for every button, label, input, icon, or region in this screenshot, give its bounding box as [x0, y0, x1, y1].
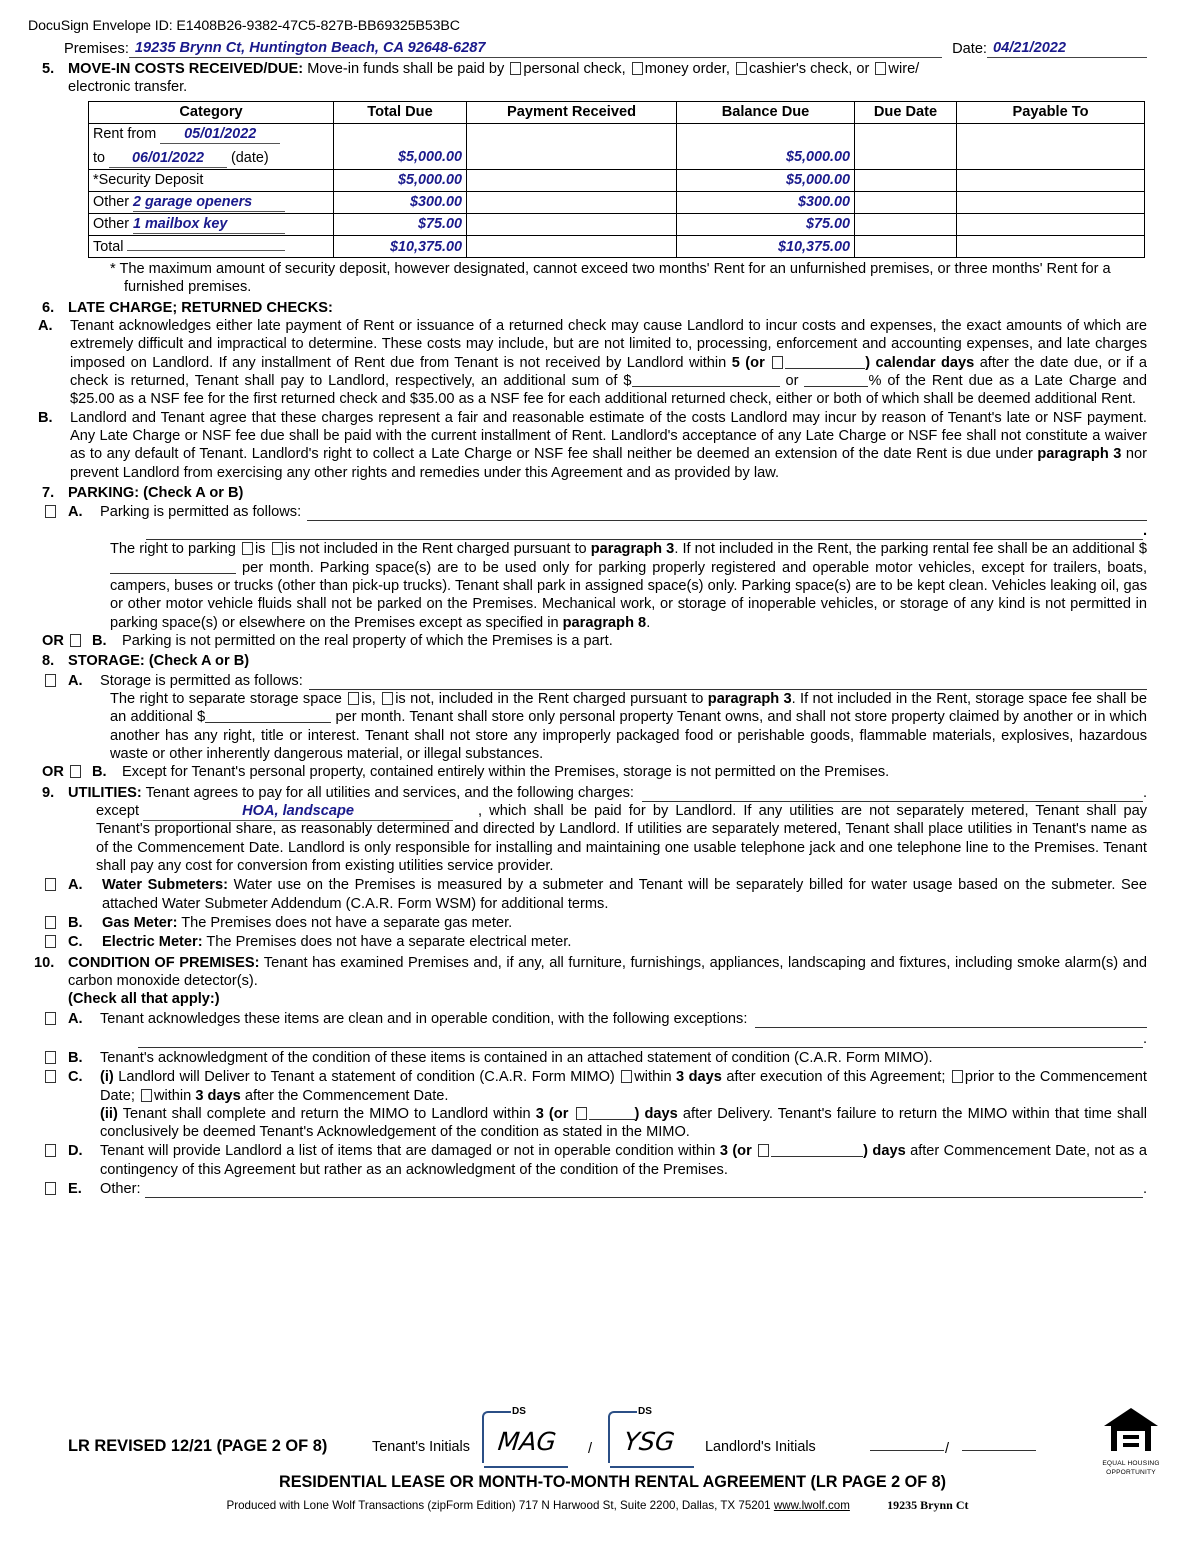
blank-storage-fee[interactable] — [205, 710, 331, 723]
table-row — [89, 169, 1145, 191]
storage-p4: paragraph 3 — [707, 690, 792, 707]
clause-10-e-letter: E. — [68, 1181, 82, 1198]
clause-10-d-bold-1: 3 (or — [719, 1143, 752, 1160]
other2-value[interactable]: 1 mailbox key — [133, 215, 285, 234]
date-value[interactable]: 04/21/2022 — [987, 39, 1147, 58]
storage-p6: per month. Tenant shall store only personal property Tenant owns, and shall not store property claimed by another or in which another has any right, title or interest. Tenant shall not store any improperly packaged food or perishable goods, flammable materials, explosives, hazardous waste or other inherently dangerous material, or illegal substances. — [110, 709, 1147, 762]
clause-8-b-letter: B. — [92, 764, 107, 781]
parking-p4: paragraph 3 — [590, 541, 675, 558]
clause-6 — [28, 299, 1147, 317]
clause-6-a — [28, 317, 1147, 409]
tenant-initial-1-ink: MAG — [496, 1427, 558, 1456]
clause-8-a-letter: A. — [68, 672, 83, 689]
clause-10-c — [28, 1068, 1147, 1141]
checkbox-condition-a[interactable] — [45, 1012, 56, 1025]
clause-8-a — [28, 672, 1147, 690]
clause-9-b-letter: B. — [68, 915, 83, 931]
clause-6-a-letter: A. — [38, 318, 53, 334]
clause-9-a — [28, 876, 1147, 913]
clause-6-a-bold-1: 5 (or — [731, 354, 765, 371]
storage-p2: is, — [361, 690, 376, 707]
clause-10-c-i9: after the Commencement Date. — [244, 1087, 449, 1104]
checkbox-gas-meter[interactable] — [45, 916, 56, 929]
clause-10-e: E. Other: . — [28, 1180, 1147, 1198]
parking-p1: The right to parking — [110, 541, 236, 558]
clause-5-number: 5. — [42, 61, 55, 78]
clause-10-c-ii4: ) days — [634, 1105, 678, 1122]
clause-10-number: 10. — [34, 954, 55, 971]
checkbox-condition-d[interactable] — [45, 1144, 56, 1157]
clause-5-lead: Move-in funds shall be paid by — [307, 61, 505, 78]
cell-other2-payable-to[interactable] — [957, 213, 1145, 235]
tenant-initial-2-ink: YSG — [622, 1427, 677, 1456]
page-footer — [0, 1402, 1195, 1552]
checkbox-late-charge-days[interactable] — [772, 356, 783, 369]
clause-9-c-letter: C. — [68, 934, 83, 951]
clause-10-b-letter: B. — [68, 1049, 83, 1066]
cell-rent-payment-received[interactable] — [467, 123, 677, 169]
cell-total-label — [89, 236, 334, 258]
table-header-row — [89, 101, 1145, 123]
clause-6-title: LATE CHARGE; RETURNED CHECKS: — [68, 299, 333, 316]
clause-6-a-text-1: Tenant acknowledges either late payment of Rent or issuance of a returned check may cause Landlord to incur costs and expenses, the exact amounts of which are extremely difficult and impractical to determine. These costs may include, but are not limited to, processing, enforcement and accounting expenses, and late charges imposed on Landlord. If any installment of Rent due from Tenant is not received by Landlord within — [70, 318, 1147, 371]
table-row — [89, 191, 1145, 213]
checkbox-condition-e[interactable] — [45, 1182, 56, 1195]
blank-mimo-return-days[interactable] — [589, 1107, 635, 1120]
premises-label: Premises: — [64, 40, 129, 57]
clause-8-number: 8. — [42, 653, 55, 670]
clause-5-tail: electronic transfer. — [68, 79, 188, 96]
clause-6-b-letter: B. — [38, 409, 53, 426]
parking-p5: . If not included in the Rent, the parking rental fee shall be an additional $ — [674, 541, 1147, 558]
clause-10 — [28, 954, 1147, 1009]
rent-from-label: Rent from — [93, 125, 157, 142]
clause-9-c-text: The Premises does not have a separate electrical meter. — [206, 934, 572, 951]
cell-rent-due-date[interactable] — [855, 123, 957, 169]
checkbox-parking-a[interactable] — [45, 505, 56, 518]
produced-with-line — [0, 1498, 1195, 1514]
clause-8 — [28, 652, 1147, 670]
cell-other1-payment-received[interactable] — [467, 191, 677, 213]
checkbox-parking-is-included[interactable] — [242, 542, 253, 555]
cell-security-payable-to[interactable] — [957, 169, 1145, 191]
label-cashiers-check: cashier's check, or — [748, 61, 870, 78]
clause-5 — [28, 60, 1147, 97]
clause-9: 9. UTILITIES: Tenant agrees to pay for all utilities and services, and the following charges: . — [28, 784, 1147, 802]
checkbox-electric-meter[interactable] — [45, 935, 56, 948]
clause-10-d-text-2: after Commencement Date, not as a contingency of this Agreement but rather as an acknowledgment of the condition of the Premises. — [100, 1143, 1147, 1178]
clause-10-d-letter: D. — [68, 1143, 83, 1160]
clause-10-a-text: Tenant acknowledges these items are clean and in operable condition, with the following exceptions: — [100, 1010, 748, 1027]
docusign-bracket-icon — [608, 1411, 622, 1463]
clause-7-a-body — [110, 540, 1147, 632]
premises-value[interactable]: 19235 Brynn Ct, Huntington Beach, CA 92648-6287 — [129, 39, 490, 58]
rent-to-date[interactable]: 06/01/2022 — [109, 149, 227, 168]
rent-to-label: to — [93, 149, 106, 166]
landlord-initial-2-blank[interactable] — [962, 1450, 1036, 1451]
cell-total-payable-to[interactable] — [957, 236, 1145, 258]
clause-9-except-label: except — [96, 802, 139, 819]
clause-7 — [28, 484, 1147, 502]
clause-9-b — [28, 914, 1147, 932]
docusign-bracket-icon — [482, 1411, 496, 1463]
cell-rent-total-due[interactable]: $5,000.00 — [334, 123, 467, 169]
initials-separator-2: / — [945, 1441, 950, 1457]
clause-10-c-i8: 3 days — [195, 1087, 241, 1104]
cell-total-balance-due[interactable]: $10,375.00 — [677, 236, 855, 258]
clause-5-title: MOVE-IN COSTS RECEIVED/DUE: — [68, 61, 304, 78]
cell-other1-total-due[interactable]: $300.00 — [334, 191, 467, 213]
blank-late-charge-days[interactable] — [785, 356, 865, 369]
storage-p3: is not, included in the Rent charged pursuant to — [395, 690, 704, 707]
cell-rent-balance-due[interactable]: $5,000.00 — [677, 123, 855, 169]
table-row — [89, 123, 1145, 169]
premises-date-row — [64, 39, 1147, 58]
clause-10-check-all: (Check all that apply:) — [68, 991, 220, 1008]
clause-9-title: UTILITIES: — [68, 784, 142, 801]
cell-other2-label — [89, 213, 334, 235]
equal-housing-line-2: OPPORTUNITY — [1106, 1469, 1156, 1477]
cell-total-due-date[interactable] — [855, 236, 957, 258]
clause-10-c-i6: prior to the Commencement Date; — [100, 1069, 1147, 1104]
col-balance-due: Balance Due — [677, 101, 855, 123]
checkbox-mimo-prior-commencement[interactable] — [952, 1070, 963, 1083]
clause-9-a-bold: Water Submeters: — [102, 877, 228, 894]
blank-parking-terms-2[interactable] — [146, 521, 1143, 540]
docusign-tick-icon — [621, 1411, 637, 1413]
storage-p1: The right to separate storage space — [110, 690, 342, 707]
cell-other1-balance-due[interactable]: $300.00 — [677, 191, 855, 213]
clause-6-number: 6. — [42, 299, 55, 316]
cell-security-deposit-label: *Security Deposit — [89, 169, 334, 191]
clause-6-b-text-2: nor prevent Landlord from exercising any other rights and remedies under this Agreement and as provided by law. — [70, 446, 1147, 481]
checkbox-wire-transfer[interactable] — [875, 62, 886, 75]
col-payable-to: Payable To — [957, 101, 1145, 123]
clause-10-b-text: Tenant's acknowledgment of the condition of these items is contained in an attached statement of condition (C.A.R. Form MIMO). — [100, 1049, 933, 1066]
clause-6-b — [28, 409, 1147, 482]
utilities-except-value[interactable]: HOA, landscape — [143, 802, 453, 821]
clause-8-title: STORAGE: (Check A or B) — [68, 653, 250, 670]
clause-10-lead: Tenant has examined Premises and, if any, all furniture, furnishings, appliances, landscaping and fixtures, including smoke alarm(s) and carbon monoxide detector(s). — [68, 954, 1147, 989]
rent-date-note: (date) — [231, 149, 269, 166]
clause-6-b-text-1: Landlord and Tenant agree that these charges represent a fair and reasonable estimate of the costs Landlord may incur by reason of Tenant's late or NSF payment. Any Late Charge or NSF fee due shall be paid with the current installment of Rent. Landlord's acceptance of any Late Charge or NSF fee shall not constitute a waiver as to any default of Tenant. Landlord's right to collect a Late Charge or NSF fee shall neither be deemed an extension of the date Rent is due under — [70, 409, 1147, 463]
premises-rule — [490, 57, 943, 58]
cell-total-total-due[interactable]: $10,375.00 — [334, 236, 467, 258]
checkbox-condition-b[interactable] — [45, 1051, 56, 1064]
date-label: Date: — [952, 40, 987, 57]
clause-6-a-text-4: % of the Rent due as a Late Charge and $25.00 as a NSF fee for the first returned check and $35.00 as a NSF fee for each additional returned check, either or both of which shall be deemed additional Rent. — [70, 372, 1148, 408]
lwolf-link[interactable]: www.lwolf.com — [773, 1499, 850, 1512]
checkbox-storage-is-included[interactable] — [348, 692, 359, 705]
clause-7-title: PARKING: (Check A or B) — [68, 484, 244, 501]
clause-8-b — [28, 763, 1147, 781]
clause-10-e-text: Other: — [100, 1181, 141, 1198]
col-category: Category — [89, 101, 334, 123]
clause-10-c-ii-label: (ii) — [100, 1105, 118, 1122]
clause-10-c-ii5: after Delivery. Tenant's failure to return the MIMO within that time shall conclusively be deemed Tenant's Acknowledgement of the condition as stated in the MIMO. — [100, 1105, 1148, 1141]
total-note[interactable] — [127, 250, 285, 251]
blank-condition-exceptions-2[interactable] — [138, 1028, 1143, 1048]
cell-other2-due-date[interactable] — [855, 213, 957, 235]
clause-10-a-letter: A. — [68, 1010, 83, 1027]
tenant-initial-1-rule — [484, 1466, 568, 1468]
landlord-initial-1-blank[interactable] — [870, 1450, 944, 1451]
form-title: RESIDENTIAL LEASE OR MONTH-TO-MONTH RENTAL AGREEMENT (LR PAGE 2 OF 8) — [279, 1473, 946, 1491]
checkbox-damaged-items-days[interactable] — [758, 1144, 769, 1157]
clause-7-a-label: Parking is permitted as follows: — [100, 504, 302, 521]
parking-p3: is not included in the Rent charged pursuant to — [284, 541, 587, 558]
clause-9-c — [28, 933, 1147, 951]
blank-storage-terms[interactable] — [309, 675, 1147, 690]
cell-other2-payment-received[interactable] — [467, 213, 677, 235]
clause-9-number: 9. — [42, 784, 55, 801]
property-address-stamp: 19235 Brynn Ct — [887, 1498, 969, 1512]
tenant-initials-label: Tenant's Initials — [372, 1439, 470, 1455]
checkbox-money-order[interactable] — [632, 62, 643, 75]
tenant-initial-2-rule — [610, 1466, 694, 1468]
blank-parking-fee[interactable] — [110, 561, 236, 574]
cell-other1-payable-to[interactable] — [957, 191, 1145, 213]
clause-10-c-ii-text: Tenant shall complete and return the MIMO to Landlord within — [122, 1105, 531, 1122]
clause-7-or-label: OR — [42, 633, 64, 649]
table-row — [89, 213, 1145, 235]
col-payment-received: Payment Received — [467, 101, 677, 123]
col-total-due: Total Due — [334, 101, 467, 123]
clause-9-b-text: The Premises does not have a separate gas meter. — [181, 915, 513, 931]
equal-housing-house-icon — [1102, 1406, 1160, 1454]
clause-6-a-bold-2: ) calendar days — [865, 354, 975, 371]
clause-7-a-letter: A. — [68, 504, 83, 521]
clause-10-c-i4: 3 days — [676, 1069, 722, 1086]
produced-text: Produced with Lone Wolf Transactions (zipForm Edition) 717 N Harwood St, Suite 2200, Dallas, TX 75201 — [226, 1499, 771, 1512]
blank-late-charge-percent[interactable] — [804, 374, 868, 387]
checkbox-storage-is-not-included[interactable] — [382, 692, 393, 705]
parking-p8: . — [646, 614, 651, 631]
clause-6-a-text-3: or — [785, 372, 799, 389]
clause-6-b-bold-1: paragraph 3 — [1037, 446, 1122, 463]
cell-security-balance-due[interactable]: $5,000.00 — [677, 169, 855, 191]
move-in-costs-table — [88, 101, 1145, 258]
clause-9-a-letter: A. — [68, 877, 83, 894]
clause-9-body: , which shall be paid for by Landlord. If any utilities are not separately metered, Tenant shall pay Tenant's proportional share, as reasonably determined and directed by Landlord. If utilities are separately metered, Tenant shall place utilities in Tenant's name as of the Commencement Date. Landlord is only responsible for installing and maintaining one usable telephone jack and one telephone line to the Premises. Tenant shall pay any cost for conversion from existing utilities service provider. — [96, 803, 1147, 875]
clause-6-a-text-2: after the date due, or if a check is returned, Tenant shall pay to Landlord, respectively, an additional sum of $ — [70, 354, 1148, 389]
clause-8-or-label: OR — [42, 764, 64, 781]
blank-damaged-items-days[interactable] — [771, 1144, 863, 1157]
cell-security-total-due[interactable]: $5,000.00 — [334, 169, 467, 191]
equal-housing-logo — [1089, 1406, 1173, 1477]
ds-tag-1: DS — [512, 1406, 526, 1417]
landlord-initials-label: Landlord's Initials — [705, 1439, 816, 1455]
checkbox-storage-a[interactable] — [45, 674, 56, 687]
label-personal-check: personal check, — [523, 61, 626, 78]
equal-housing-line-1: EQUAL HOUSING — [1102, 1460, 1160, 1468]
clause-10-c-letter: C. — [68, 1069, 83, 1086]
clause-7-b-letter: B. — [92, 633, 107, 649]
checkbox-storage-b[interactable] — [70, 765, 81, 778]
clause-10-d-bold-2: ) days — [863, 1143, 906, 1160]
docusign-envelope-id: DocuSign Envelope ID: E1408B26-9382-47C5-827B-BB69325B53BC — [28, 18, 460, 34]
clause-10-c-i7: within — [153, 1087, 192, 1104]
clause-10-d-text-1: Tenant will provide Landlord a list of items that are damaged or not in operable condition within — [100, 1143, 716, 1160]
checkbox-parking-b[interactable] — [70, 634, 81, 647]
storage-p5: . If not included in the Rent, storage space fee shall be an additional $ — [110, 690, 1147, 726]
ds-tag-2: DS — [638, 1406, 652, 1417]
cell-rent-payable-to[interactable] — [957, 123, 1145, 169]
clause-7-b — [28, 632, 1147, 650]
cell-total-payment-received[interactable] — [467, 236, 677, 258]
checkbox-parking-is-not-included[interactable] — [272, 542, 283, 555]
clause-10-c-ii3: 3 (or — [535, 1105, 569, 1122]
label-money-order: money order, — [644, 61, 730, 78]
security-deposit-footnote: * The maximum amount of security deposit, however designated, cannot exceed two months' Rent for an unfurnished premises, or three months' Rent for a furnished premises. — [110, 261, 1111, 296]
checkbox-water-submeters[interactable] — [45, 878, 56, 891]
cell-security-payment-received[interactable] — [467, 169, 677, 191]
blank-condition-exceptions-1[interactable] — [755, 1013, 1147, 1028]
cell-rent-period — [89, 123, 334, 169]
document-page: DocuSign Envelope ID: E1408B26-9382-47C5-827B-BB69325B53BC Premises: 19235 Brynn Ct, Huntington Beach, CA 92648-6287 Date: 04/21/2022 5. MOVE-IN COSTS RECEIVED/DUE: Move-in funds shall be paid by personal check, money order, cashier's check, or wire/ electronic transfer. Category Total Due Payment Received Balance Due Due Date Payable To Rent from 05/01/2022 to 06/01/2022 (date) $5,000.00 $5,000.00 *Security Deposit $5,000.00 $5,000.00 Other 2 garage openers $300.00 $300.00 Other 1 mailbox key $75.00 $75.00 Total $10,375.00 $10,375.00 * The maximum amount of security deposit, however designated, cannot exceed two months' Rent for an unfurnished premises, or three months' Rent for a furnished premises. 6. LATE CHARGE; RETURNED CHECKS: A. Tenant acknowledges either late payment of Rent or issuance of a returned check may cause Landlord to incur costs and expenses, the exact amounts of which are extremely difficult and impractical to determine. These costs may include, but are not limited to, processing, enforcement and accounting expenses, and late charges imposed on Landlord. If any installment of Rent due from Tenant is not received by Landlord within 5 (or ) calendar days after the date due, or if a check is returned, Tenant shall pay to Landlord, respectively, an additional sum of $ or % of the Rent due as a Late Charge and $25.00 as a NSF fee for the first returned check and $35.00 as a NSF fee for each additional returned check, either or both of which shall be deemed additional Rent. B. Landlord and Tenant agree that these charges represent a fair and reasonable estimate of the costs Landlord may incur by reason of Tenant's late or NSF payment. Any Late Charge or NSF fee due shall be paid with the current installment of Rent. Landlord's acceptance of any Late Charge or NSF fee shall not constitute a waiver as to any default of Tenant. Landlord's right to collect a Late Charge or NSF fee shall neither be deemed an extension of the date Rent is due under paragraph 3 nor prevent Landlord from exercising any other rights and remedies under this Agreement and as provided by law. 7. PARKING: (Check A or B) A. Parking is permitted as follows: . The right to parking is is not included in the Rent charged pursuant to paragraph 3. If not included in the Rent, the parking rental fee shall be an additional $ per month. Parking space(s) are to be used only for parking properly registered and operable motor vehicles, except for trailers, boats, campers, buses or trucks (other than pick-up trucks). Tenant shall park in assigned space(s) only. Parking space(s) are to be kept clean. Vehicles leaking oil, gas or other motor vehicle fluids shall not be parked on the Premises. Mechanical work, or storage of inoperable vehicles, or storage of any kind is not permitted in parking space(s) or elsewhere on the Premises except as specified in paragraph 8. OR B. Parking is not permitted on the real property of which the Premises is a part. 8. STORAGE: (Check A or B) A. Storage is permitted as follows: The right to separate storage space is, is not, included in the Rent charged pursuant to paragraph 3. If not included in the Rent, storage space fee shall be an additional $ per month. Tenant shall store only personal property Tenant owns, and shall not store property claimed by another or in which another has any right, title or interest. Tenant shall not store any improperly packaged food or perishable goods, flammable materials, explosives, hazardous waste or other inherently dangerous material, or illegal substances. OR B. Except for Tenant's personal property, contained entirely within the Premises, storage is not permitted on the Premises. 9. UTILITIES: Tenant agrees to pay for all utilities and services, and the following charges: . except HOA, landscape , which shall be paid for by Landlord. If any utilities are not separately metered, Tenant shall pay Tenant's proportional share, as reasonably determined and directed by Landlord. If utilities are separately metered, Tenant shall place utilities in Tenant's name as of the Commencement Date. Landlord is only responsible for installing and maintaining one usable telephone jack and one telephone line to the Premises. Tenant shall pay any cost for conversion from existing utilities service provider. A. Water Submeters: Water use on the Premises is measured by a submeter and Tenant will be separately billed for water usage based on the submeter. See attached Water Submeter Addendum (C.A.R. Form WSM) for additional terms. B. Gas Meter: The Premises does not have a separate gas meter. C. Electric Meter: The Premises does not have a separate electrical meter. 10. CONDITION OF PREMISES: Tenant has examined Premises and, if any, all furniture, furnishings, appliances, landscaping and fixtures, including smoke alarm(s) and carbon monoxide detector(s). (Check all that apply:) A. Tenant acknowledges these items are clean and in operable condition, with the following exceptions: . B. Tenant's acknowledgment of the condition of these items is contained in an attached statement of condition (C.A.R. Form MIMO). C. (i) Landlord will Deliver to Tenant a statement of condition (C.A.R. Form MIMO) within 3 days after execution of this Agreement; prior to the Commencement Date; within 3 days after the Commencement Date. (ii) Tenant shall complete and return the MIMO to Landlord within 3 (or ) days after Delivery. Tenant's failure to return the MIMO within that time shall conclusively be deemed Tenant's Acknowledgement of the condition as stated in the MIMO. D. Tenant will provide Landlord a list of items that are damaged or not in operable condition within 3 (or ) days after Commencement Date, not as a contingency of this Agreement but rather as an acknowledgment of the condition of the Premises. E. Other: . — [28, 18, 1148, 1198]
clause-10-c-i-text: Landlord will Deliver to Tenant a statement of condition (C.A.R. Form MIMO) — [118, 1069, 615, 1086]
parking-p6: per month. Parking space(s) are to be used only for parking properly registered and operable motor vehicles, except for trailers, boats, campers, buses or trucks (other than pick-up trucks). Tenant shall park in assigned space(s) only. Parking space(s) are to be kept clean. Vehicles leaking oil, gas or other motor vehicle fluids shall not be parked on the Premises. Mechanical work, or storage of inoperable vehicles, or storage of any kind is not permitted in parking space(s) or elsewhere on the Premises except as specified in — [110, 559, 1147, 631]
initials-separator-1: / — [588, 1441, 593, 1457]
clause-10-c-i3: within — [634, 1069, 672, 1086]
form-revision-label: LR REVISED 12/21 (PAGE 2 OF 8) — [68, 1437, 328, 1455]
cell-other2-total-due[interactable]: $75.00 — [334, 213, 467, 235]
checkbox-cashiers-check[interactable] — [736, 62, 747, 75]
checkbox-condition-c[interactable] — [45, 1070, 56, 1083]
blank-parking-terms-1[interactable] — [307, 506, 1147, 521]
checkbox-mimo-within-3-days-exec[interactable] — [621, 1070, 632, 1083]
clause-10-c-i-label: (i) — [100, 1069, 114, 1086]
table-row — [89, 236, 1145, 258]
blank-condition-other[interactable] — [145, 1183, 1143, 1198]
clause-9-c-bold: Electric Meter: — [102, 934, 203, 951]
clause-9-b-bold: Gas Meter: — [102, 915, 178, 931]
other1-prefix: Other — [93, 193, 129, 210]
parking-p2: is — [254, 541, 266, 558]
total-prefix: Total — [93, 238, 124, 255]
parking-p7: paragraph 8 — [562, 614, 647, 631]
clause-10-a — [28, 1010, 1147, 1028]
clause-10-c-i5: after execution of this Agreement; — [726, 1069, 946, 1086]
blank-utility-charges[interactable] — [642, 787, 1143, 802]
clause-10-title: CONDITION OF PREMISES: — [68, 954, 260, 971]
other2-prefix: Other — [93, 215, 129, 232]
clause-7-b-text: Parking is not permitted on the real property of which the Premises is a part. — [122, 633, 613, 649]
clause-9-a-text: Water use on the Premises is measured by a submeter and Tenant will be separately billed for water usage based on the submeter. See attached Water Submeter Addendum (C.A.R. Form WSM) for additional terms. — [102, 877, 1147, 912]
checkbox-mimo-within-3-days-comm[interactable] — [141, 1089, 152, 1102]
clause-8-b-text: Except for Tenant's personal property, contained entirely within the Premises, storage is not permitted on the Premises. — [122, 764, 890, 781]
checkbox-mimo-return-days[interactable] — [576, 1107, 587, 1120]
clause-10-b — [28, 1049, 1147, 1067]
clause-10-d — [28, 1142, 1147, 1179]
cell-other1-due-date[interactable] — [855, 191, 957, 213]
cell-security-due-date[interactable] — [855, 169, 957, 191]
docusign-tick-icon — [495, 1411, 511, 1413]
clause-9-text-1: Tenant agrees to pay for all utilities and services, and the following charges: — [145, 784, 634, 801]
clause-7-a — [28, 503, 1147, 521]
cell-other2-balance-due[interactable]: $75.00 — [677, 213, 855, 235]
col-due-date: Due Date — [855, 101, 957, 123]
label-wire: wire/ — [888, 61, 920, 78]
blank-late-charge-amount[interactable] — [632, 374, 780, 387]
checkbox-personal-check[interactable] — [510, 62, 521, 75]
other1-value[interactable]: 2 garage openers — [133, 193, 285, 212]
clause-8-a-label: Storage is permitted as follows: — [100, 672, 303, 689]
rent-from-date[interactable]: 05/01/2022 — [160, 125, 280, 144]
clause-8-a-body — [110, 690, 1147, 763]
cell-other1-label — [89, 191, 334, 213]
clause-7-number: 7. — [42, 484, 55, 501]
